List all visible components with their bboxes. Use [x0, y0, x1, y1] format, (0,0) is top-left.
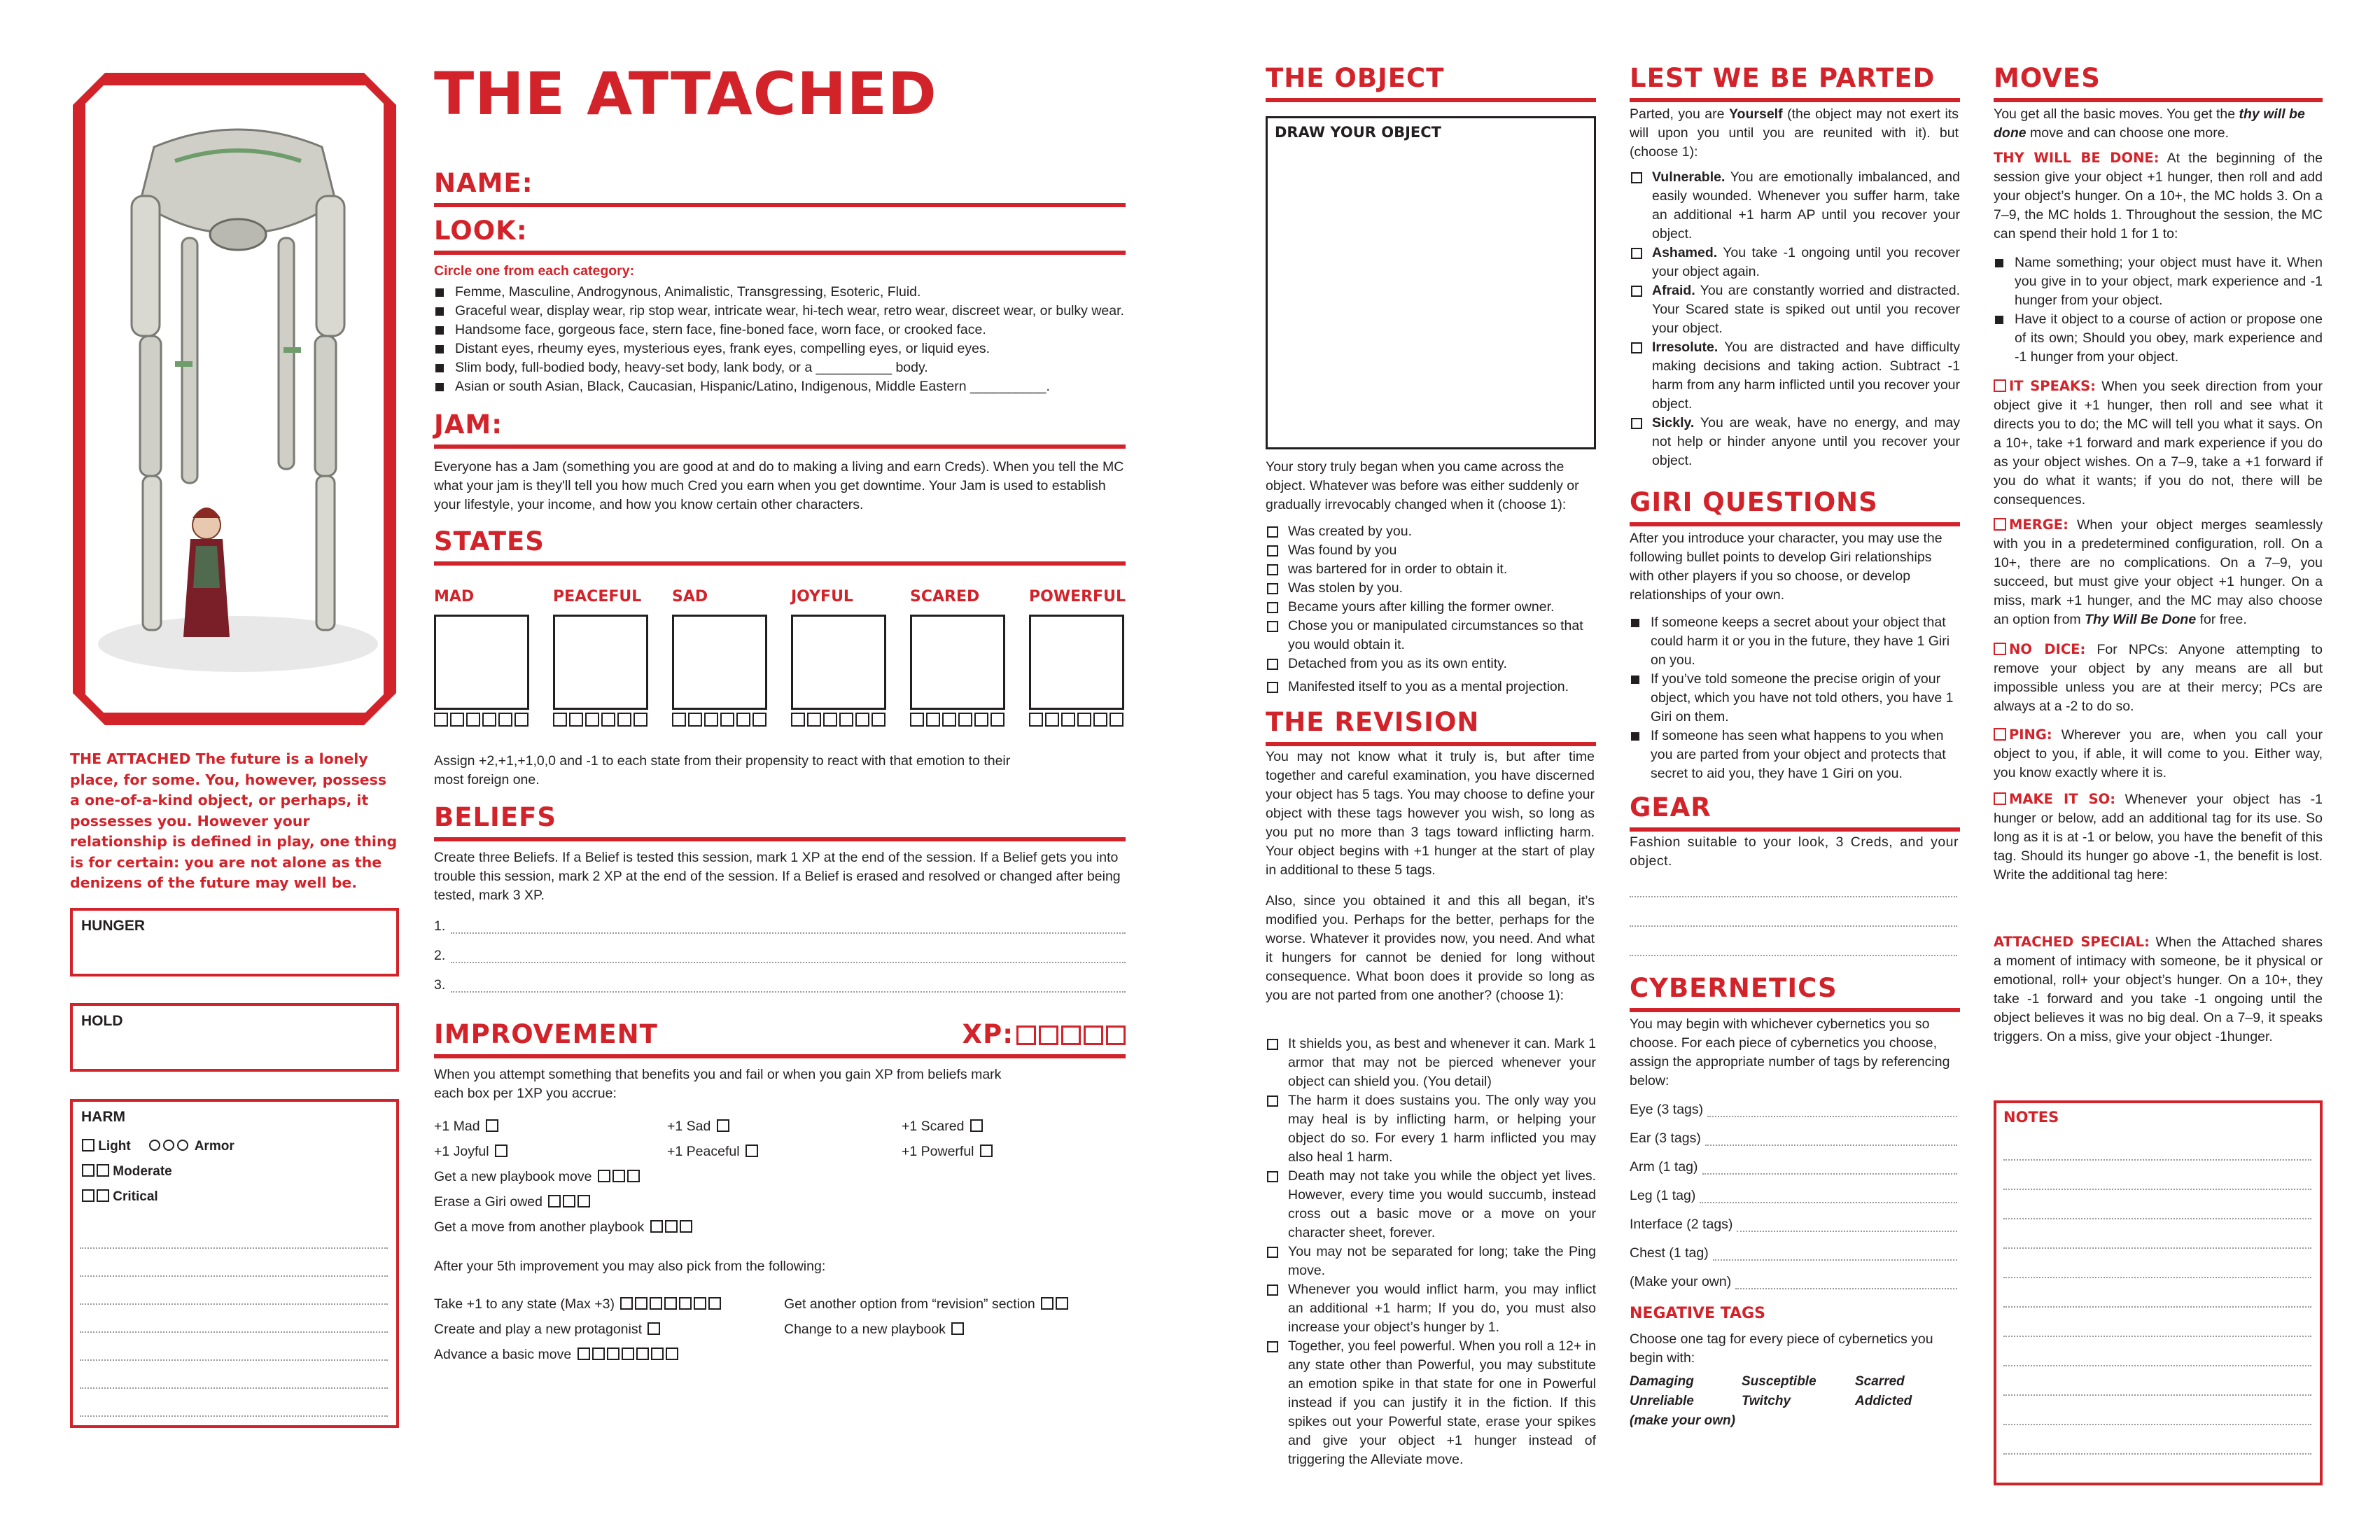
imp-new-move[interactable]: Get a new playbook move [434, 1168, 640, 1186]
belief-line-3[interactable]: 3. [434, 976, 1126, 995]
xp-tracker[interactable]: XP: [962, 1019, 1126, 1050]
harm-notes-lines[interactable] [80, 1221, 388, 1417]
look-heading: LOOK: [434, 216, 1126, 255]
object-option[interactable]: Was stolen by you. [1266, 579, 1596, 598]
state-spikes-peaceful[interactable] [553, 713, 650, 730]
tag-option[interactable]: Scarred [1855, 1374, 1905, 1389]
revision-heading: THE REVISION [1266, 707, 1596, 746]
imp-revision[interactable]: Get another option from “revision” section [784, 1295, 1068, 1314]
lest-option[interactable]: Ashamed. You take -1 ongoing until you recover your object again. [1630, 244, 1960, 281]
object-option[interactable]: Manifested itself to you as a mental projection. [1266, 678, 1596, 696]
giri-item: If someone keeps a secret about your object that could harm it or you in the future, they have 1 Giri on you. [1630, 613, 1960, 670]
draw-object-label: DRAW YOUR OBJECT [1275, 124, 1441, 141]
state-spikes-powerful[interactable] [1029, 713, 1126, 730]
tag-option[interactable]: Unreliable [1630, 1394, 1694, 1408]
revision-option[interactable]: You may not be separated for long; take the Ping move. [1266, 1242, 1596, 1280]
armor-label: Armor [194, 1139, 234, 1154]
object-option[interactable]: Chose you or manipulated circumstances so that you would obtain it. [1266, 617, 1596, 654]
states-text: Assign +2,+1,+1,0,0 and -1 to each state from their propensity to react with that emotion to their most foreign one. [434, 753, 1011, 788]
imp-after5: After your 5th improvement you may also pick from the following: [434, 1259, 826, 1274]
states-heading: STATES [434, 526, 1126, 566]
look-item[interactable]: Handsome face, gorgeous face, stern face, fine-boned face, worn face, or crooked face. [434, 321, 1134, 340]
look-item[interactable]: Slim body, full-bodied body, heavy-set body, lank body, or a __________ body. [434, 358, 1134, 377]
lest-option[interactable]: Sickly. You are weak, have no energy, and may not help or hinder anyone until you recover your object. [1630, 414, 1960, 470]
object-heading: THE OBJECT [1266, 63, 1596, 102]
hold-label: HOLD [81, 1013, 123, 1029]
object-option[interactable]: Became yours after killing the former owner. [1266, 598, 1596, 617]
moderate-label: Moderate [113, 1164, 172, 1179]
state-box-scared[interactable] [910, 615, 1005, 710]
attached-special: ATTACHED SPECIAL: When the Attached shares a moment of intimacy with someone, be it physical or emotional, roll+ your object’s hunger. On a 10+, they take -1 forward and you take -1 ongoing until the object believes it was no big deal. On a 7–9, it speaks triggers. On a miss, give your object -1hunger. [1994, 934, 2323, 1044]
state-spikes-mad[interactable] [434, 713, 531, 730]
armor-circle[interactable] [149, 1140, 160, 1151]
imp-protagonist[interactable]: Create and play a new protagonist [434, 1320, 660, 1339]
tag-option[interactable]: Twitchy [1742, 1394, 1791, 1408]
light-label: Light [98, 1139, 131, 1154]
jam-text: Everyone has a Jam (something you are good at and do to making a living and earn Creds). When you tell the MC what your jam is they'll tell you how much Cred you earn when you get downtime. Your Jam is used to establish your lifestyle, your income, and how you know certain other characters. [434, 459, 1124, 512]
harm-moderate-box[interactable] [97, 1164, 109, 1177]
revision-text-2: Also, since you obtained it and this all began, it’s modified you. Perhaps for the better, perhaps for the worse. Whatever it provides now, you need. And what it hungers for cannot be denied for long without consequence. What boon does it provide so long as you are not parted from one another? (choose 1): [1266, 893, 1595, 1003]
imp-mad[interactable]: +1 Mad [434, 1117, 498, 1136]
object-option[interactable]: Was created by you. [1266, 522, 1596, 541]
imp-scared[interactable]: +1 Scared [902, 1117, 983, 1136]
revision-option[interactable]: Death may not take you while the object yet lives. However, every time you would succumb, instead cross out a basic move or a move on your character sheet, forever. [1266, 1167, 1596, 1242]
move-merge[interactable]: MERGE: When your object merges seamlessly with you in a predetermined configuration, roll. On a 10+, there are no complications. On a 7–9, you succeed, but must give your object +1 hunger. On a miss, mark +1 hunger, and the MC may also choose an option from Thy Will Be Done for free. [1994, 517, 2323, 627]
giri-item: If you’ve told someone the precise origin of your object, which you have not told others, you have 1 Giri on them. [1630, 670, 1960, 727]
lest-intro: Parted, you are Yourself (the object may not exert its will upon you until you are reunited with it). but (choose 1): [1630, 106, 1959, 160]
imp-erase-giri[interactable]: Erase a Giri owed [434, 1193, 590, 1212]
giri-list [1630, 613, 1960, 783]
move-thy-will-be-done: THY WILL BE DONE: At the beginning of the session give your object +1 hunger, then roll and add your object’s hunger. On a 10+, the MC holds 3. On a 7–9, the MC holds 1. Throughout the session, the MC can spend their hold 1 for 1 to: [1994, 150, 2323, 241]
harm-critical-box[interactable] [82, 1189, 94, 1202]
cyber-slot-ear[interactable]: Ear (3 tags) [1630, 1129, 1957, 1148]
state-label-mad: MAD [434, 588, 475, 606]
intro-text [70, 749, 399, 894]
state-spikes-sad[interactable] [672, 713, 769, 730]
intro-body: The future is a lonely place, for some. You, however, possess a one-of-a-kind object, or perhaps, it possesses you. However your relationship is defined in play, one thing is for certain: you are not alone as the denizens of the future may well be. [70, 750, 398, 891]
move-make-it-so[interactable]: MAKE IT SO: Whenever your object has -1 hunger or below, add an additional tag for its use. So long as it is at -1 or below, you have the benefit of this tag. Should its hunger go above -1, the benefit is lost. Write the additional tag here: [1994, 791, 2323, 883]
jam-heading: JAM: [434, 410, 1126, 449]
negative-tags-heading: NEGATIVE TAGS [1630, 1305, 1765, 1322]
imp-sad[interactable]: +1 Sad [667, 1117, 729, 1136]
move-no-dice[interactable]: NO DICE: For NPCs: Anyone attempting to remove your object by any means are all but impossible unless you are at their mercy; PCs are always at a -2 to do so. [1994, 641, 2323, 714]
harm-moderate-row[interactable] [80, 1159, 234, 1184]
state-label-peaceful: PEACEFUL [553, 588, 642, 606]
imp-joyful[interactable]: +1 Joyful [434, 1142, 507, 1161]
beliefs-text: Create three Beliefs. If a Belief is tested this session, mark 1 XP at the end of the session. If a Belief gets you into trouble this session, mark 2 XP at the end of the session. If a Belief is erased and resolved or changed after being tested, mark 3 XP. [434, 850, 1121, 903]
armor-circle[interactable] [163, 1140, 174, 1151]
state-spikes-joyful[interactable] [791, 713, 888, 730]
object-options [1266, 522, 1596, 696]
object-text: Your story truly began when you came across the object. Whatever was before was either suddenly or gradually irrevocably changed when it (choose 1): [1266, 459, 1579, 512]
state-box-sad[interactable] [672, 615, 767, 710]
armor-circle[interactable] [177, 1140, 188, 1151]
gear-lines[interactable] [1630, 868, 1957, 956]
tag-option[interactable]: Susceptible [1742, 1374, 1816, 1389]
revision-text-1: You may not know what it truly is, but after time together and careful examination, you have discerned your object has 5 tags. You may choose to define your object with these tags however you wish, so long as you put no more than 3 tags toward inflicting harm. Your object begins with +1 hunger at the start of play in additional to these 5 tags. [1266, 749, 1595, 878]
cyber-slot-chest[interactable]: Chest (1 tag) [1630, 1244, 1957, 1263]
look-item[interactable]: Femme, Masculine, Androgynous, Animalistic, Transgressing, Esoteric, Fluid. [434, 283, 1134, 302]
look-list [434, 283, 1134, 396]
state-spikes-scared[interactable] [910, 713, 1007, 730]
portrait-frame [70, 70, 399, 728]
tag-option[interactable]: Damaging [1630, 1374, 1694, 1389]
twbd-options [1994, 253, 2323, 367]
revision-option[interactable]: The harm it does sustains you. The only way you may heal is by inflicting harm, or helping your object do so. For every 1 harm inflicted you may also heal 1 harm. [1266, 1091, 1596, 1167]
harm-panel [70, 1099, 399, 1428]
lest-option[interactable]: Vulnerable. You are emotionally imbalanced, and easily wounded. Whenever you suffer harm, take an additional +1 harm AP until you recover your object. [1630, 168, 1960, 244]
gear-text: Fashion suitable to your look, 3 Creds, and your object. [1630, 834, 1959, 869]
lest-options [1630, 168, 1960, 470]
revision-option[interactable]: Together, you feel powerful. When you roll a 12+ in any state other than Powerful, you may substitute an emotion spike in that state for one in Powerful instead if you can justify it in the fiction. If this spikes out your Powerful state, erase your spikes and give your object +1 hunger instead of triggering the Alleviate move. [1266, 1337, 1596, 1469]
twbd-option: Have it object to a course of action or propose one of its own; Should you obey, mark experience and -1 hunger from your object. [1994, 310, 2323, 367]
imp-take1[interactable]: Take +1 to any state (Max +3) [434, 1295, 721, 1314]
state-label-joyful: JOYFUL [791, 588, 853, 606]
imp-other-move[interactable]: Get a move from another playbook [434, 1218, 692, 1237]
belief-line-2[interactable]: 2. [434, 946, 1126, 965]
improvement-heading: IMPROVEMENT XP: [434, 1019, 1126, 1058]
portrait-illustration [70, 70, 399, 728]
lest-option[interactable]: Afraid. You are constantly worried and distracted. Your Scared state is spiked out until you recover your object. [1630, 281, 1960, 338]
lest-option[interactable]: Irresolute. You are distracted and have difficulty making decisions and taking action. Subtract -1 harm from any harm inflicted until you recover your object. [1630, 338, 1960, 414]
page-title: THE ATTACHED [434, 59, 937, 128]
giri-heading: GIRI QUESTIONS [1630, 487, 1960, 526]
cyber-slot-eye[interactable]: Eye (3 tags) [1630, 1100, 1957, 1119]
harm-label: HARM [81, 1109, 125, 1125]
moves-intro: You get all the basic moves. You get the thy will be done move and can choose one more. [1994, 106, 2305, 141]
look-instruction: Circle one from each category: [434, 263, 635, 279]
state-label-scared: SCARED [910, 588, 980, 606]
state-box-peaceful[interactable] [553, 615, 648, 710]
imp-advance[interactable]: Advance a basic move [434, 1345, 678, 1364]
object-option[interactable]: was bartered for in order to obtain it. [1266, 560, 1596, 579]
state-box-joyful[interactable] [791, 615, 886, 710]
revision-option[interactable]: It shields you, as best and whenever it can. Mark 1 armor that may not be pierced whenever your object can shield you. (You detail) [1266, 1035, 1596, 1091]
object-option[interactable]: Was found by you [1266, 541, 1596, 560]
improvement-text: When you attempt something that benefits you and fail or when you gain XP from beliefs mark each box per 1XP you accrue: [434, 1067, 1002, 1101]
beliefs-heading: BELIEFS [434, 802, 1126, 841]
look-item[interactable]: Asian or south Asian, Black, Caucasian, Hispanic/Latino, Indigenous, Middle Eastern __________. [434, 377, 1134, 396]
critical-label: Critical [113, 1189, 158, 1204]
tag-option[interactable]: (make your own) [1630, 1413, 1735, 1428]
lest-heading: LEST WE BE PARTED [1630, 63, 1960, 102]
state-label-sad: SAD [672, 588, 708, 606]
giri-item: If someone has seen what happens to you when you are parted from your object and protects that secret to aid you, they have 1 Giri on you. [1630, 727, 1960, 783]
moves-heading: MOVES [1994, 63, 2323, 102]
harm-light-row[interactable] [80, 1134, 234, 1159]
cyber-slot-arm[interactable]: Arm (1 tag) [1630, 1158, 1957, 1177]
cyber-heading: CYBERNETICS [1630, 973, 1960, 1012]
hold-panel[interactable] [70, 1003, 399, 1072]
twbd-option: Name something; your object must have it. When you give in to your object, mark experience and -1 hunger from your object. [1994, 253, 2323, 310]
hunger-panel[interactable] [70, 908, 399, 976]
imp-change[interactable]: Change to a new playbook [784, 1320, 964, 1339]
hunger-label: HUNGER [81, 918, 146, 934]
cyber-slot-custom[interactable]: (Make your own) [1630, 1273, 1957, 1292]
object-option[interactable]: Detached from you as its own entity. [1266, 654, 1596, 673]
cyber-slot-interface[interactable]: Interface (2 tags) [1630, 1215, 1957, 1234]
draw-object-box[interactable] [1266, 116, 1596, 449]
harm-critical-box[interactable] [97, 1189, 109, 1202]
belief-line-1[interactable]: 1. [434, 917, 1126, 936]
look-item[interactable]: Distant eyes, rheumy eyes, mysterious eyes, frank eyes, compelling eyes, or liquid eyes. [434, 340, 1134, 358]
move-it-speaks[interactable]: IT SPEAKS: When you seek direction from your object give it +1 hunger, then roll and see what it directs you to do; the MC will tell you what it says. On a 10+, take +1 forward and mark experience if you do as your object wishes. On a 7–9, take a +1 forward if you do what it wants; if you do not, there will be consequences. [1994, 378, 2323, 507]
harm-light-box[interactable] [82, 1139, 94, 1152]
notes-panel[interactable] [1994, 1100, 2323, 1485]
revision-options [1266, 1035, 1596, 1469]
intro-lead: THE ATTACHED [70, 750, 191, 767]
harm-critical-row[interactable] [80, 1184, 234, 1210]
look-item[interactable]: Graceful wear, display wear, rip stop wear, intricate wear, hi-tech wear, retro wear, discreet wear, or bulky wear. [434, 302, 1134, 321]
harm-moderate-box[interactable] [82, 1164, 94, 1177]
giri-intro: After you introduce your character, you may use the following bullet points to develop Giri relationships with other players if you so choose, or develop relationships of your own. [1630, 531, 1942, 603]
imp-peaceful[interactable]: +1 Peaceful [667, 1142, 758, 1161]
state-box-powerful[interactable] [1029, 615, 1124, 710]
cyber-slot-leg[interactable]: Leg (1 tag) [1630, 1186, 1957, 1205]
name-heading[interactable]: NAME: [434, 168, 1126, 207]
notes-label: NOTES [2003, 1109, 2059, 1126]
state-box-mad[interactable] [434, 615, 529, 710]
state-label-powerful: POWERFUL [1029, 588, 1126, 606]
imp-powerful[interactable]: +1 Powerful [902, 1142, 993, 1161]
move-ping[interactable]: PING: Wherever you are, when you call your object to you, if able, it will come to you. Either way, you know exactly where it is. [1994, 727, 2323, 780]
revision-option[interactable]: Whenever you would inflict harm, you may inflict an additional +1 harm; If you do, you must also increase your object’s hunger by 1. [1266, 1280, 1596, 1337]
cyber-text: You may begin with whichever cybernetics you so choose. For each piece of cybernetics you choose, assign the appropriate number of tags by referencing below: [1630, 1016, 1950, 1088]
tag-option[interactable]: Addicted [1855, 1394, 1912, 1408]
gear-heading: GEAR [1630, 792, 1960, 832]
negative-tags-text: Choose one tag for every piece of cybernetics you begin with: [1630, 1331, 1933, 1366]
